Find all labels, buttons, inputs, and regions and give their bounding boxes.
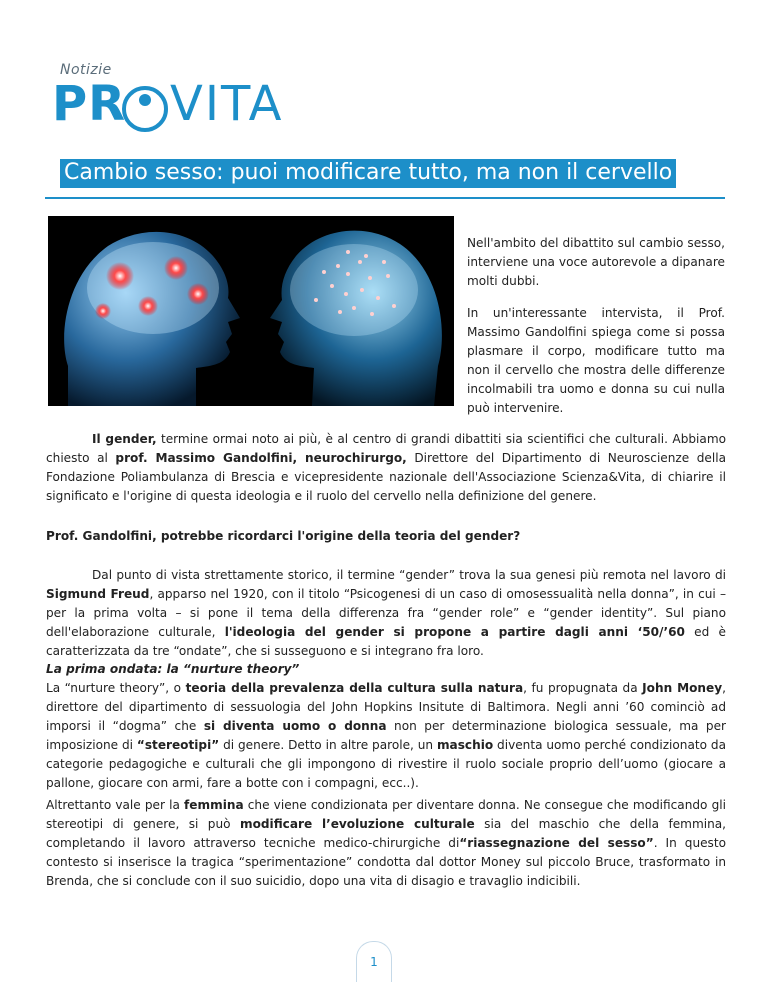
bold-nurture-theory: teoria della prevalenza della cultura sulla natura — [185, 681, 524, 695]
p2-text-1: Dal punto di vista strettamente storico, il termine “gender” trova la sua genesi più remota nel lavoro di — [92, 568, 726, 582]
intro-paragraph-2: In un'interessante intervista, il Prof. Massimo Gandolfini spiega come si possa plasmare il corpo, modificare tutto ma non il cervello che mostra delle differenze incolmabili tra uomo e donna su cui nulla può intervenire. — [467, 306, 725, 415]
p3-text-6: diventa uomo perché condizionato da categorie pedagogiche e culturali che gli impongono di rivestire il ruolo sociale proprio dell’uomo (giocare a pallone, giocare con armi, fare a botte con i compagni, ecc..). — [46, 738, 726, 790]
logo-vita-text: VITA — [170, 76, 284, 132]
hero-image-brains — [48, 216, 454, 406]
bold-freud: Sigmund Freud — [46, 587, 150, 601]
interview-question — [46, 527, 726, 546]
bold-reassignment: “riassegnazione del sesso” — [459, 836, 654, 850]
page-number: 1 — [356, 941, 392, 982]
p4-text-4: . In questo contesto si inserisce la tragica “sperimentazione” condotta dal dottor Money sul piccolo Bruce, trasformato in Brenda, che si conclude con il suo suicidio, dopo una vita di disagio e travaglio indicibili. — [46, 836, 726, 888]
bold-gender: Il gender, — [92, 432, 157, 446]
p1-text-1: termine ormai noto ai più, è al centro di grandi dibattiti sia scientifici che culturali. Abbiamo chiesto al — [46, 432, 726, 465]
bold-male: maschio — [436, 738, 494, 752]
p4-text-1: Altrettanto vale per la — [46, 798, 185, 812]
logo-pro-text: PR — [52, 76, 127, 132]
paragraph-origin — [46, 566, 726, 661]
p3-text-3: , direttore del dipartimento di sessuologia del John Hopkins Insitute di Baltimora. Negli anni ’60 cominciò ad imporsi il “dogma” che — [46, 681, 726, 733]
paragraph-nurture — [46, 679, 726, 793]
p3-text-2: , fu propugnata da — [523, 681, 643, 695]
section-heading: La prima ondata: la “nurture theory” — [46, 662, 300, 676]
article-title: Cambio sesso: puoi modificare tutto, ma non il cervello — [60, 159, 676, 188]
title-bar — [45, 157, 725, 199]
p3-text-4: non per determinazione biologica sessuale, ma per imposizione di — [46, 719, 726, 752]
logo-mother-child-icon — [122, 86, 168, 132]
section-first-wave — [46, 660, 726, 793]
p3-text-5: di genere. Detto in altre parole, un — [219, 738, 437, 752]
p2-text-2: , apparso nel 1920, con il titolo “Psicogenesi di un caso di omosessualità nella donna”, in cui – per la prima volta – si pone il tema della differenza fra “gender role” e “gender identity”. Sul piano dell'elaborazione culturale, — [46, 587, 727, 639]
bold-gandolfini: prof. Massimo Gandolfini, neurochirurgo, — [115, 451, 407, 465]
provita-logo — [52, 62, 292, 142]
intro-paragraph-1: Nell'ambito del dibattito sul cambio sesso, interviene una voce autorevole a dipanare molti dubbi. — [467, 236, 725, 288]
paragraph-gender — [46, 430, 726, 506]
p4-text-2: che viene condizionata per diventare donna. Ne consegue che modificando gli stereotipi di genere, si può — [46, 798, 727, 831]
p1-text-2: Direttore del Dipartimento di Neuroscienze della Fondazione Poliambulanza di Brescia e vicepresidente nazionale dell'Associazione Scienza&Vita, di chiarire il significato e l'origine di questa ideologia e il ruolo del cervello nella definizione del genere. — [46, 451, 726, 503]
bold-stereotypes: “stereotipi” — [136, 738, 220, 752]
bold-john-money: John Money — [642, 681, 723, 695]
question-text: Prof. Gandolfini, potrebbe ricordarci l'origine della teoria del gender? — [46, 529, 521, 543]
brain-profiles-illustration — [48, 216, 454, 406]
paragraph-female — [46, 796, 726, 891]
logo-notizie-text: Notizie — [60, 62, 112, 78]
p2-text-3: ed è caratterizzata da tre “ondate”, che si susseguono e si integrano fra loro. — [46, 625, 726, 658]
bold-female: femmina — [184, 798, 244, 812]
p4-text-3: sia del maschio che della femmina, completando il lavoro attraverso tecniche medico-chirurgiche di — [46, 817, 726, 850]
bold-ideology: l'ideologia del gender si propone a partire dagli anni ‘50/’60 — [224, 625, 685, 639]
intro-text-column — [467, 234, 725, 431]
bold-become: si diventa uomo o donna — [203, 719, 387, 733]
p3-text-1: La “nurture theory”, o — [46, 681, 186, 695]
bold-cultural-evolution: modificare l’evoluzione culturale — [239, 817, 475, 831]
